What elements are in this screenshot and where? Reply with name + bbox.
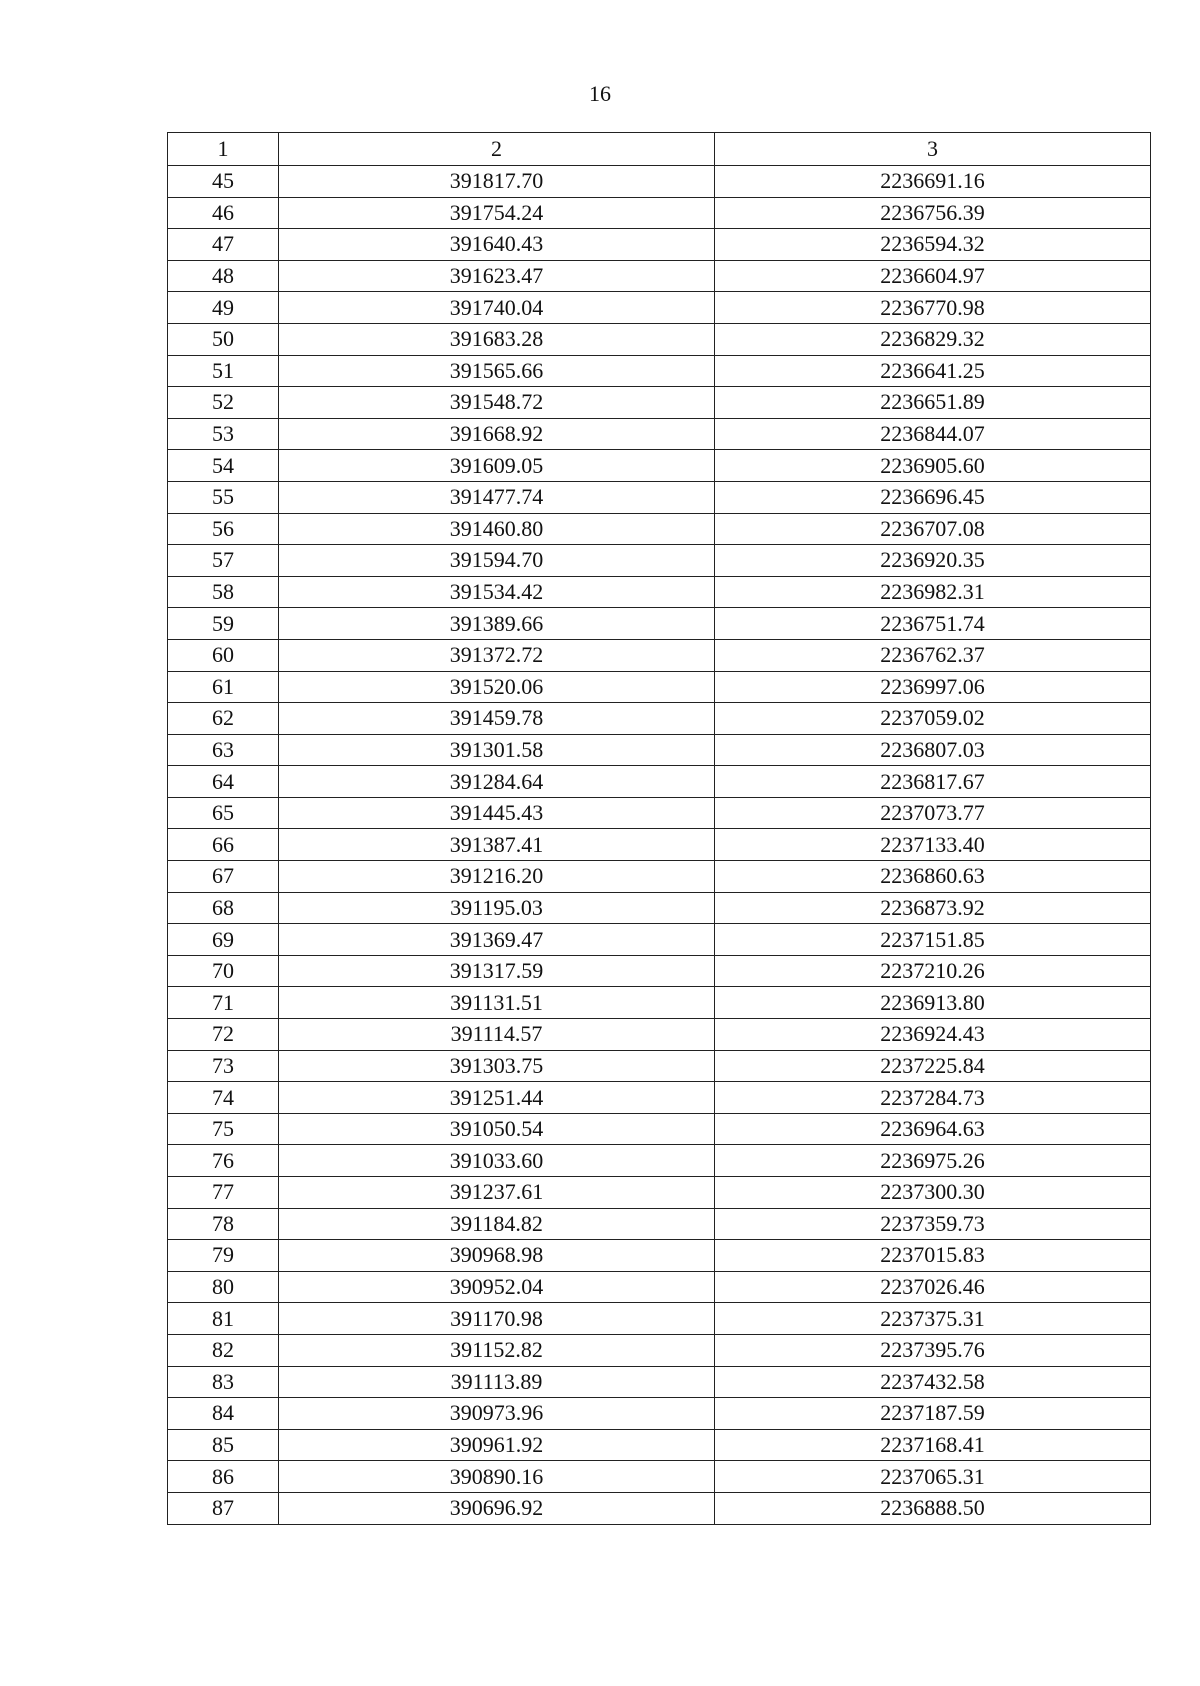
point-number-cell: 82 bbox=[168, 1334, 279, 1366]
x-coordinate-cell: 391683.28 bbox=[279, 323, 715, 355]
table-row bbox=[168, 323, 1151, 355]
point-number-cell: 48 bbox=[168, 260, 279, 292]
table-row bbox=[168, 955, 1151, 987]
point-number-cell: 75 bbox=[168, 1113, 279, 1145]
column-header-2: 2 bbox=[279, 133, 715, 166]
y-coordinate-cell: 2237375.31 bbox=[715, 1303, 1151, 1335]
table-row bbox=[168, 1366, 1151, 1398]
x-coordinate-cell: 390961.92 bbox=[279, 1429, 715, 1461]
y-coordinate-cell: 2236873.92 bbox=[715, 892, 1151, 924]
header-row bbox=[168, 133, 1151, 166]
y-coordinate-cell: 2237432.58 bbox=[715, 1366, 1151, 1398]
y-coordinate-cell: 2236751.74 bbox=[715, 608, 1151, 640]
x-coordinate-cell: 391520.06 bbox=[279, 671, 715, 703]
x-coordinate-cell: 391640.43 bbox=[279, 229, 715, 261]
x-coordinate-cell: 391131.51 bbox=[279, 987, 715, 1019]
point-number-cell: 45 bbox=[168, 166, 279, 198]
point-number-cell: 72 bbox=[168, 1019, 279, 1051]
point-number-cell: 73 bbox=[168, 1050, 279, 1082]
point-number-cell: 71 bbox=[168, 987, 279, 1019]
y-coordinate-cell: 2236924.43 bbox=[715, 1019, 1151, 1051]
x-coordinate-cell: 390968.98 bbox=[279, 1240, 715, 1272]
y-coordinate-cell: 2237225.84 bbox=[715, 1050, 1151, 1082]
point-number-cell: 58 bbox=[168, 576, 279, 608]
y-coordinate-cell: 2236651.89 bbox=[715, 387, 1151, 419]
table-row bbox=[168, 829, 1151, 861]
y-coordinate-cell: 2237073.77 bbox=[715, 797, 1151, 829]
x-coordinate-cell: 390696.92 bbox=[279, 1492, 715, 1524]
x-coordinate-cell: 391548.72 bbox=[279, 387, 715, 419]
point-number-cell: 74 bbox=[168, 1082, 279, 1114]
x-coordinate-cell: 391445.43 bbox=[279, 797, 715, 829]
y-coordinate-cell: 2237359.73 bbox=[715, 1208, 1151, 1240]
point-number-cell: 53 bbox=[168, 418, 279, 450]
y-coordinate-cell: 2237133.40 bbox=[715, 829, 1151, 861]
table-row bbox=[168, 671, 1151, 703]
point-number-cell: 85 bbox=[168, 1429, 279, 1461]
table-row bbox=[168, 1398, 1151, 1430]
x-coordinate-cell: 391317.59 bbox=[279, 955, 715, 987]
x-coordinate-cell: 391623.47 bbox=[279, 260, 715, 292]
y-coordinate-cell: 2236860.63 bbox=[715, 861, 1151, 893]
table-row bbox=[168, 1050, 1151, 1082]
y-coordinate-cell: 2237210.26 bbox=[715, 955, 1151, 987]
y-coordinate-cell: 2237300.30 bbox=[715, 1177, 1151, 1209]
point-number-cell: 60 bbox=[168, 639, 279, 671]
point-number-cell: 61 bbox=[168, 671, 279, 703]
y-coordinate-cell: 2236888.50 bbox=[715, 1492, 1151, 1524]
table-row bbox=[168, 481, 1151, 513]
point-number-cell: 57 bbox=[168, 545, 279, 577]
x-coordinate-cell: 391460.80 bbox=[279, 513, 715, 545]
page-number: 16 bbox=[589, 81, 611, 106]
x-coordinate-cell: 391113.89 bbox=[279, 1366, 715, 1398]
table-row bbox=[168, 1429, 1151, 1461]
y-coordinate-cell: 2236756.39 bbox=[715, 197, 1151, 229]
y-coordinate-cell: 2236913.80 bbox=[715, 987, 1151, 1019]
table-row bbox=[168, 639, 1151, 671]
table-row bbox=[168, 260, 1151, 292]
y-coordinate-cell: 2236829.32 bbox=[715, 323, 1151, 355]
table-row bbox=[168, 229, 1151, 261]
table-body bbox=[168, 166, 1151, 1525]
point-number-cell: 59 bbox=[168, 608, 279, 640]
table-row bbox=[168, 1240, 1151, 1272]
table-row bbox=[168, 292, 1151, 324]
y-coordinate-cell: 2236982.31 bbox=[715, 576, 1151, 608]
y-coordinate-cell: 2236817.67 bbox=[715, 766, 1151, 798]
point-number-cell: 63 bbox=[168, 734, 279, 766]
table-row bbox=[168, 1208, 1151, 1240]
y-coordinate-cell: 2236594.32 bbox=[715, 229, 1151, 261]
point-number-cell: 49 bbox=[168, 292, 279, 324]
point-number-cell: 64 bbox=[168, 766, 279, 798]
y-coordinate-cell: 2236997.06 bbox=[715, 671, 1151, 703]
x-coordinate-cell: 391565.66 bbox=[279, 355, 715, 387]
point-number-cell: 69 bbox=[168, 924, 279, 956]
point-number-cell: 76 bbox=[168, 1145, 279, 1177]
x-coordinate-cell: 390890.16 bbox=[279, 1461, 715, 1493]
table-row bbox=[168, 734, 1151, 766]
coordinates-table bbox=[167, 132, 1151, 1525]
x-coordinate-cell: 391817.70 bbox=[279, 166, 715, 198]
table-row bbox=[168, 987, 1151, 1019]
table-row bbox=[168, 1177, 1151, 1209]
x-coordinate-cell: 391372.72 bbox=[279, 639, 715, 671]
x-coordinate-cell: 391534.42 bbox=[279, 576, 715, 608]
x-coordinate-cell: 390973.96 bbox=[279, 1398, 715, 1430]
column-header-1: 1 bbox=[168, 133, 279, 166]
point-number-cell: 54 bbox=[168, 450, 279, 482]
x-coordinate-cell: 391301.58 bbox=[279, 734, 715, 766]
x-coordinate-cell: 391284.64 bbox=[279, 766, 715, 798]
y-coordinate-cell: 2237187.59 bbox=[715, 1398, 1151, 1430]
y-coordinate-cell: 2237151.85 bbox=[715, 924, 1151, 956]
x-coordinate-cell: 391184.82 bbox=[279, 1208, 715, 1240]
y-coordinate-cell: 2237284.73 bbox=[715, 1082, 1151, 1114]
y-coordinate-cell: 2237065.31 bbox=[715, 1461, 1151, 1493]
point-number-cell: 79 bbox=[168, 1240, 279, 1272]
table-row bbox=[168, 1461, 1151, 1493]
point-number-cell: 86 bbox=[168, 1461, 279, 1493]
table-row bbox=[168, 450, 1151, 482]
x-coordinate-cell: 391387.41 bbox=[279, 829, 715, 861]
x-coordinate-cell: 391740.04 bbox=[279, 292, 715, 324]
point-number-cell: 78 bbox=[168, 1208, 279, 1240]
table-row bbox=[168, 861, 1151, 893]
point-number-cell: 56 bbox=[168, 513, 279, 545]
y-coordinate-cell: 2236770.98 bbox=[715, 292, 1151, 324]
point-number-cell: 66 bbox=[168, 829, 279, 861]
x-coordinate-cell: 391594.70 bbox=[279, 545, 715, 577]
x-coordinate-cell: 391459.78 bbox=[279, 703, 715, 735]
y-coordinate-cell: 2237395.76 bbox=[715, 1334, 1151, 1366]
y-coordinate-cell: 2236604.97 bbox=[715, 260, 1151, 292]
point-number-cell: 84 bbox=[168, 1398, 279, 1430]
y-coordinate-cell: 2237026.46 bbox=[715, 1271, 1151, 1303]
x-coordinate-cell: 391114.57 bbox=[279, 1019, 715, 1051]
table-row bbox=[168, 797, 1151, 829]
point-number-cell: 52 bbox=[168, 387, 279, 419]
table-row bbox=[168, 1082, 1151, 1114]
y-coordinate-cell: 2237059.02 bbox=[715, 703, 1151, 735]
table-row bbox=[168, 166, 1151, 198]
point-number-cell: 77 bbox=[168, 1177, 279, 1209]
y-coordinate-cell: 2236964.63 bbox=[715, 1113, 1151, 1145]
x-coordinate-cell: 391754.24 bbox=[279, 197, 715, 229]
table-row bbox=[168, 1303, 1151, 1335]
x-coordinate-cell: 391389.66 bbox=[279, 608, 715, 640]
point-number-cell: 70 bbox=[168, 955, 279, 987]
table-row bbox=[168, 1019, 1151, 1051]
table-row bbox=[168, 513, 1151, 545]
y-coordinate-cell: 2236707.08 bbox=[715, 513, 1151, 545]
table-row bbox=[168, 1334, 1151, 1366]
x-coordinate-cell: 391050.54 bbox=[279, 1113, 715, 1145]
y-coordinate-cell: 2236905.60 bbox=[715, 450, 1151, 482]
point-number-cell: 67 bbox=[168, 861, 279, 893]
x-coordinate-cell: 391477.74 bbox=[279, 481, 715, 513]
point-number-cell: 46 bbox=[168, 197, 279, 229]
point-number-cell: 55 bbox=[168, 481, 279, 513]
y-coordinate-cell: 2236691.16 bbox=[715, 166, 1151, 198]
table-row bbox=[168, 1492, 1151, 1524]
point-number-cell: 47 bbox=[168, 229, 279, 261]
x-coordinate-cell: 391170.98 bbox=[279, 1303, 715, 1335]
x-coordinate-cell: 391152.82 bbox=[279, 1334, 715, 1366]
x-coordinate-cell: 391033.60 bbox=[279, 1145, 715, 1177]
point-number-cell: 80 bbox=[168, 1271, 279, 1303]
x-coordinate-cell: 391609.05 bbox=[279, 450, 715, 482]
y-coordinate-cell: 2236920.35 bbox=[715, 545, 1151, 577]
table-row bbox=[168, 703, 1151, 735]
table-row bbox=[168, 924, 1151, 956]
point-number-cell: 68 bbox=[168, 892, 279, 924]
x-coordinate-cell: 391216.20 bbox=[279, 861, 715, 893]
point-number-cell: 87 bbox=[168, 1492, 279, 1524]
y-coordinate-cell: 2236696.45 bbox=[715, 481, 1151, 513]
table-row bbox=[168, 576, 1151, 608]
y-coordinate-cell: 2236975.26 bbox=[715, 1145, 1151, 1177]
x-coordinate-cell: 391237.61 bbox=[279, 1177, 715, 1209]
table-header bbox=[168, 133, 1151, 166]
table-row bbox=[168, 766, 1151, 798]
table-row bbox=[168, 1271, 1151, 1303]
x-coordinate-cell: 391195.03 bbox=[279, 892, 715, 924]
table-row bbox=[168, 1113, 1151, 1145]
y-coordinate-cell: 2236641.25 bbox=[715, 355, 1151, 387]
point-number-cell: 83 bbox=[168, 1366, 279, 1398]
point-number-cell: 50 bbox=[168, 323, 279, 355]
column-header-3: 3 bbox=[715, 133, 1151, 166]
table-row bbox=[168, 197, 1151, 229]
y-coordinate-cell: 2237015.83 bbox=[715, 1240, 1151, 1272]
table-row bbox=[168, 1145, 1151, 1177]
y-coordinate-cell: 2237168.41 bbox=[715, 1429, 1151, 1461]
y-coordinate-cell: 2236807.03 bbox=[715, 734, 1151, 766]
y-coordinate-cell: 2236762.37 bbox=[715, 639, 1151, 671]
x-coordinate-cell: 391369.47 bbox=[279, 924, 715, 956]
x-coordinate-cell: 391251.44 bbox=[279, 1082, 715, 1114]
point-number-cell: 51 bbox=[168, 355, 279, 387]
point-number-cell: 81 bbox=[168, 1303, 279, 1335]
table-row bbox=[168, 387, 1151, 419]
y-coordinate-cell: 2236844.07 bbox=[715, 418, 1151, 450]
table-row bbox=[168, 545, 1151, 577]
x-coordinate-cell: 391668.92 bbox=[279, 418, 715, 450]
point-number-cell: 65 bbox=[168, 797, 279, 829]
table-row bbox=[168, 418, 1151, 450]
x-coordinate-cell: 391303.75 bbox=[279, 1050, 715, 1082]
point-number-cell: 62 bbox=[168, 703, 279, 735]
table-row bbox=[168, 892, 1151, 924]
table-row bbox=[168, 355, 1151, 387]
x-coordinate-cell: 390952.04 bbox=[279, 1271, 715, 1303]
table-row bbox=[168, 608, 1151, 640]
